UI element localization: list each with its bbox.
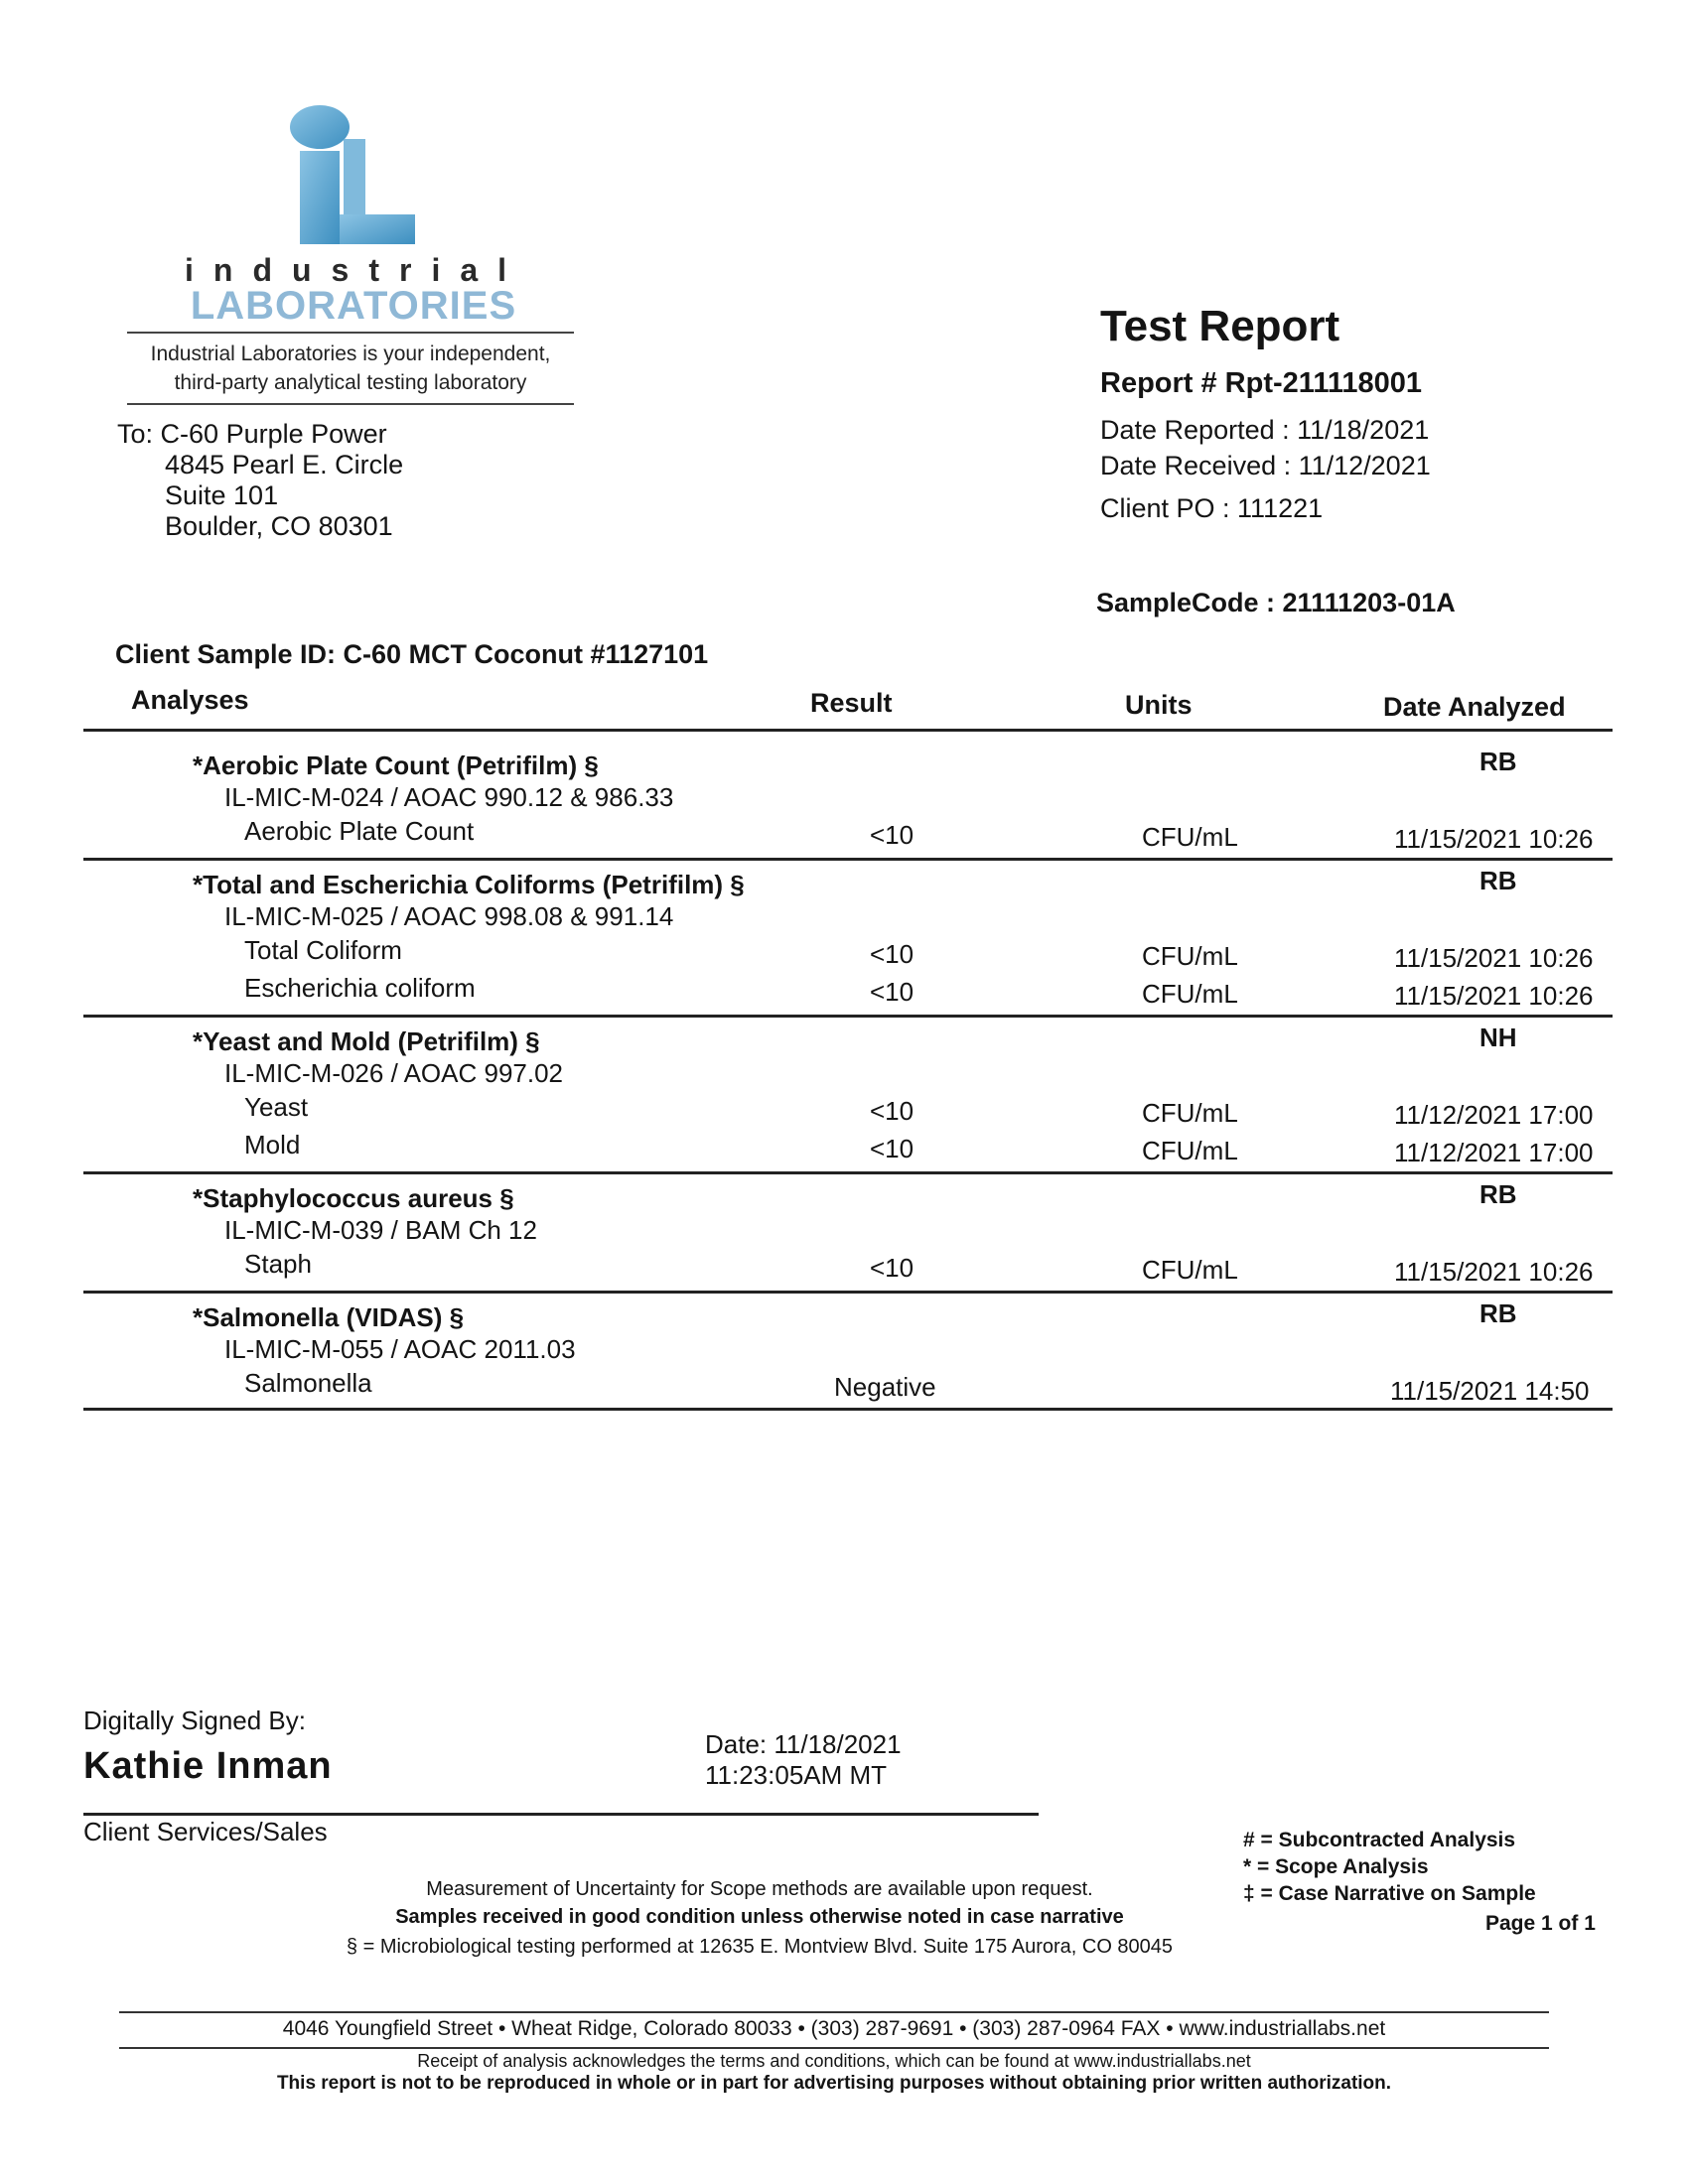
- signer-name: Kathie Inman: [83, 1745, 333, 1787]
- address-line3: Boulder, CO 80301: [165, 511, 393, 541]
- company-logo: [185, 99, 527, 328]
- analyst-initials: RB: [1479, 866, 1517, 895]
- recipient-address: [117, 419, 403, 542]
- result-value: Negative: [834, 1372, 936, 1402]
- note-sample-condition: Samples received in good condition unless otherwise noted in case narrative: [395, 1906, 1124, 1928]
- analysis-group-title: *Yeast and Mold (Petrifilm) §: [193, 1026, 540, 1056]
- header-result: Result: [810, 688, 893, 718]
- date-analyzed-value: 11/15/2021 10:26: [1394, 1257, 1594, 1287]
- footer-rule-top: [119, 2011, 1549, 2013]
- result-value: <10: [870, 977, 914, 1007]
- sample-code: SampleCode : 21111203-01A: [1096, 588, 1456, 617]
- logo-mark-icon: [185, 99, 522, 258]
- group-rule: [83, 1171, 1613, 1174]
- table-end-rule: [83, 1408, 1613, 1411]
- signer-title: Client Services/Sales: [83, 1817, 328, 1846]
- signature-date-line2: 11:23:05AM MT: [705, 1760, 888, 1790]
- parameter-name: Total Coliform: [244, 935, 402, 965]
- footer-terms: Receipt of analysis acknowledges the terms and conditions, which can be found at www.industriallabs.net: [417, 2051, 1251, 2071]
- date-analyzed-value: 11/12/2021 17:00: [1394, 1100, 1594, 1130]
- footer-address: 4046 Youngfield Street • Wheat Ridge, Colorado 80033 • (303) 287-9691 • (303) 287-0964 FAX • www.industriallabs.net: [282, 2017, 1386, 2040]
- units-value: CFU/mL: [1142, 1255, 1238, 1285]
- analysis-method: IL-MIC-M-026 / AOAC 997.02: [224, 1058, 564, 1088]
- analysis-method: IL-MIC-M-025 / AOAC 998.08 & 991.14: [224, 901, 674, 931]
- analysis-method: IL-MIC-M-039 / BAM Ch 12: [224, 1215, 537, 1245]
- legend-scope: * = Scope Analysis: [1243, 1855, 1429, 1878]
- group-rule: [83, 1015, 1613, 1018]
- date-received: Date Received : 11/12/2021: [1100, 451, 1431, 480]
- page-number: Page 1 of 1: [1485, 1912, 1596, 1935]
- analysis-group-title: *Salmonella (VIDAS) §: [193, 1302, 465, 1332]
- units-value: CFU/mL: [1142, 941, 1238, 971]
- parameter-name: Salmonella: [244, 1368, 372, 1398]
- units-value: CFU/mL: [1142, 822, 1238, 852]
- footer-rule-bottom: [119, 2047, 1549, 2049]
- address-line2: Suite 101: [165, 480, 279, 510]
- client-po: Client PO : 111221: [1100, 493, 1324, 523]
- legend-case-narrative: ‡ = Case Narrative on Sample: [1243, 1882, 1536, 1905]
- analyst-initials: RB: [1479, 747, 1517, 776]
- to-label: To:: [117, 419, 154, 449]
- group-rule: [83, 1291, 1613, 1294]
- date-reported: Date Reported : 11/18/2021: [1100, 415, 1430, 445]
- parameter-name: Yeast: [244, 1092, 309, 1122]
- analyst-initials: NH: [1479, 1023, 1517, 1052]
- report-title: Test Report: [1100, 302, 1340, 350]
- group-rule: [83, 858, 1613, 861]
- parameter-name: Staph: [244, 1249, 312, 1279]
- analyst-initials: RB: [1479, 1179, 1517, 1209]
- logo-tagline: [127, 332, 574, 405]
- header-units: Units: [1125, 690, 1193, 720]
- result-value: <10: [870, 939, 914, 969]
- units-value: CFU/mL: [1142, 979, 1238, 1009]
- header-rule: [83, 729, 1613, 732]
- analysis-method: IL-MIC-M-024 / AOAC 990.12 & 986.33: [224, 782, 674, 812]
- analysis-method: IL-MIC-M-055 / AOAC 2011.03: [224, 1334, 576, 1364]
- date-analyzed-value: 11/15/2021 10:26: [1394, 981, 1594, 1011]
- symbol-legend: [1243, 1827, 1536, 1907]
- report-number: Report # Rpt-211118001: [1100, 367, 1423, 399]
- result-value: <10: [870, 1253, 914, 1283]
- client-sample-id: Client Sample ID: C-60 MCT Coconut #1127101: [115, 639, 709, 669]
- signed-by-label: Digitally Signed By:: [83, 1706, 306, 1735]
- result-value: <10: [870, 1096, 914, 1126]
- units-value: CFU/mL: [1142, 1098, 1238, 1128]
- date-analyzed-value: 11/15/2021 10:26: [1394, 943, 1594, 973]
- units-value: CFU/mL: [1142, 1136, 1238, 1165]
- parameter-name: Escherichia coliform: [244, 973, 476, 1003]
- signature-date: [705, 1729, 902, 1791]
- tagline-line2: third-party analytical testing laboratory: [174, 371, 527, 394]
- analyst-initials: RB: [1479, 1298, 1517, 1328]
- analysis-group-title: *Staphylococcus aureus §: [193, 1183, 514, 1213]
- header-analyses: Analyses: [131, 685, 249, 715]
- result-value: <10: [870, 820, 914, 850]
- analysis-group-title: *Total and Escherichia Coliforms (Petrifilm) §: [193, 870, 745, 899]
- date-analyzed-value: 11/15/2021 10:26: [1394, 824, 1594, 854]
- analysis-group-title: *Aerobic Plate Count (Petrifilm) §: [193, 751, 599, 780]
- result-value: <10: [870, 1134, 914, 1163]
- address-line1: 4845 Pearl E. Circle: [165, 450, 404, 479]
- header-date-analyzed: Date Analyzed: [1383, 692, 1566, 722]
- logo-word-industrial: industrial: [185, 252, 527, 288]
- note-uncertainty: Measurement of Uncertainty for Scope methods are available upon request.: [426, 1878, 1093, 1900]
- logo-word-laboratories: LABORATORIES: [190, 284, 517, 328]
- signature-rule: [83, 1813, 1039, 1816]
- parameter-name: Aerobic Plate Count: [244, 816, 475, 846]
- note-micro-testing: § = Microbiological testing performed at 12635 E. Montview Blvd. Suite 175 Aurora, CO 80045: [346, 1936, 1174, 1958]
- footer-disclaimer: This report is not to be reproduced in whole or in part for advertising purposes without obtaining prior written authorization.: [276, 2073, 1392, 2094]
- signature-date-line1: Date: 11/18/2021: [705, 1729, 902, 1759]
- date-analyzed-value: 11/15/2021 14:50: [1390, 1376, 1590, 1406]
- date-analyzed-value: 11/12/2021 17:00: [1394, 1138, 1594, 1167]
- legend-subcontracted: # = Subcontracted Analysis: [1243, 1829, 1516, 1851]
- tagline-line1: Industrial Laboratories is your independent,: [150, 342, 551, 365]
- parameter-name: Mold: [244, 1130, 301, 1160]
- recipient-name: C-60 Purple Power: [160, 419, 387, 449]
